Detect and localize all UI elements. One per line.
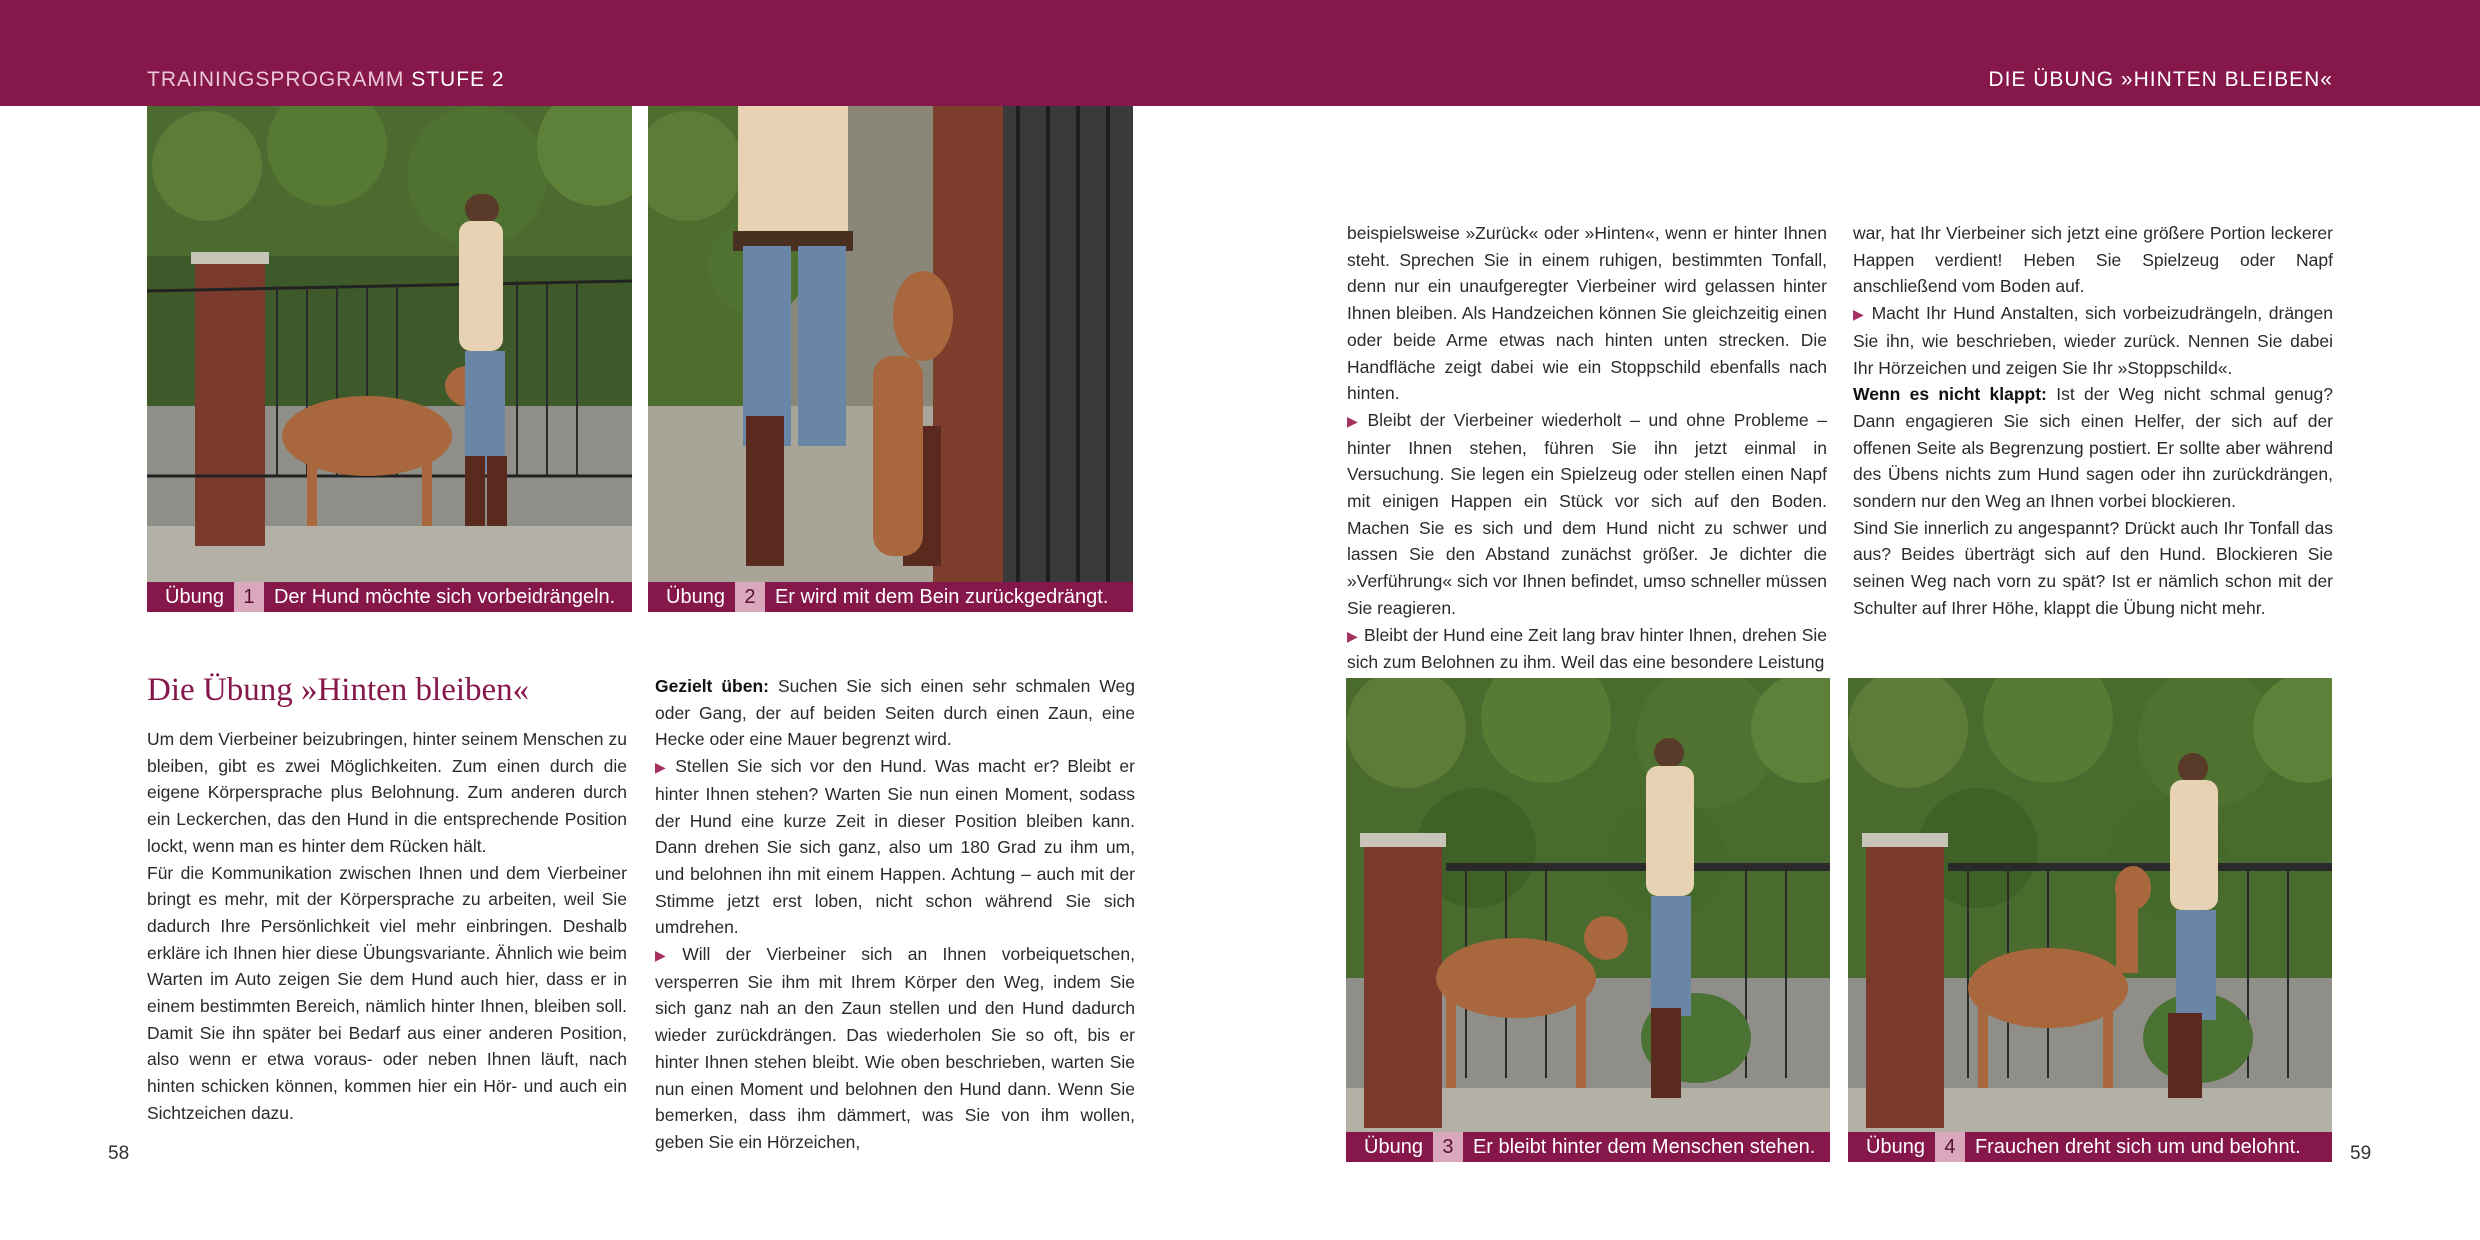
triangle-bullet-icon: ▶: [655, 947, 677, 964]
caption-number: 1: [234, 582, 264, 612]
paragraph: beispielsweise »Zurück« oder »Hinten«, wenn er hinter Ihnen steht. Sprechen Sie in einem ruhigen, bestimmten Tonfall, denn nur ein unaufgeregter Vierbeiner wird gelassen hinter Ihnen bleiben. Als Handzeichen können Sie gleichzeitig einen oder beide Arme etwas nach hinten unten strecken. Die Handfläche zeigt dabei wie ein Stoppschild ebenfalls nach hinten.: [1347, 223, 1827, 404]
triangle-bullet-icon: ▶: [1347, 627, 1358, 644]
right-column-2: [1853, 220, 2333, 622]
paragraph-text: Bleibt der Hund eine Zeit lang brav hinter Ihnen, drehen Sie sich zum Belohnen zu ihm. Weil das eine besondere Leistung: [1347, 624, 1827, 673]
running-header: [0, 0, 2480, 106]
caption-exercise-2: [648, 582, 1133, 612]
section-title: Die Übung »Hinten bleiben«: [147, 672, 530, 708]
caption-exercise-4: [1848, 1132, 2332, 1162]
photo-exercise-3: [1346, 678, 1830, 1132]
photo-exercise-1: [147, 106, 632, 582]
caption-label: Übung: [666, 585, 725, 608]
paragraph: Für die Kommunikation zwischen Ihnen und dem Vierbeiner bringt es mehr, mit der Körpersprache zu arbeiten, weil Sie dadurch Ihre Persönlichkeit viel mehr einbringen. Deshalb erkläre ich Ihnen hier diese Übungsvariante. Ähnlich wie beim Warten im Auto zeigen Sie dem Hund auch hier, dass er in einem bestimmten Bereich, nämlich hinter Ihnen, bleiben soll. Damit Sie ihn später bei Bedarf aus einer anderen Position, also wenn er etwa voraus- oder neben Ihnen läuft, nach hinten schicken können, kommen hier ein Hör- und auch ein Sichtzeichen dazu.: [147, 862, 627, 1123]
paragraph-text: Suchen Sie sich einen sehr schmalen Weg oder Gang, der auf beiden Seiten durch einen Zaun, eine Hecke oder eine Mauer begrenzt wird.: [655, 676, 1135, 750]
caption-exercise-3: [1346, 1132, 1830, 1162]
header-chapter-title: DIE ÜBUNG »HINTEN BLEIBEN«: [1988, 68, 2333, 91]
lead-in: Gezielt üben:: [655, 676, 769, 696]
header-stage: STUFE 2: [411, 68, 505, 91]
caption-label: Übung: [1866, 1135, 1925, 1158]
left-column-2: [655, 673, 1135, 1156]
caption-label: Übung: [165, 585, 224, 608]
paragraph-text: Bleibt der Vierbeiner wiederholt – und ohne Probleme – hinter Ihnen stehen, führen Sie ihn jetzt einmal in Versuchung. Sie legen ein Spielzeug oder stellen einen Napf mit einigen Happen ein Stück vor sich auf den Boden. Machen Sie es sich und dem Hund nicht zu schwer und lassen Sie den Abstand zunächst größer. Je dichter die »Verführung« sich vor Ihnen befindet, umso schneller müssen Sie reagieren.: [1347, 409, 1827, 618]
triangle-bullet-icon: ▶: [1347, 412, 1362, 429]
caption-number: 3: [1433, 1132, 1463, 1162]
caption-text: Frauchen dreht sich um und belohnt.: [1974, 1135, 2301, 1158]
right-column-1: [1347, 220, 1827, 676]
bullet-paragraph: [1853, 300, 2333, 381]
left-column-1: [147, 726, 627, 1127]
paragraph: [655, 673, 1135, 753]
header-section-label: TRAININGSPROGRAMM: [147, 68, 405, 91]
header-section: [147, 68, 505, 92]
page-number-right: 59: [2350, 1143, 2372, 1164]
photo-exercise-2: [648, 106, 1133, 582]
paragraph: Sind Sie innerlich zu angespannt? Drückt auch Ihr Tonfall das aus? Beides überträgt sich auf den Hund. Blockieren Sie seinen Weg nach vorn zu spät? Ist er nämlich schon mit der Schulter auf Ihrer Höhe, klappt die Übung nicht mehr.: [1853, 517, 2333, 618]
caption-exercise-1: [147, 582, 632, 612]
triangle-bullet-icon: ▶: [655, 759, 670, 776]
paragraph: Um dem Vierbeiner beizubringen, hinter seinem Menschen zu bleiben, gibt es zwei Möglichkeiten. Zum einen durch die eigene Körpersprache plus Belohnung. Zum anderen durch ein Leckerchen, das den Hund in die entsprechende Position lockt, wenn man es hinter dem Rücken hält.: [147, 729, 627, 856]
photo-exercise-4: [1848, 678, 2332, 1132]
paragraph: war, hat Ihr Vierbeiner sich jetzt eine größere Portion leckerer Happen verdient! Heben Sie Spielzeug oder Napf anschließend vom Boden auf.: [1853, 223, 2333, 297]
bullet-paragraph: [655, 941, 1135, 1156]
paragraph-text: Ist der Weg nicht schmal genug? Dann engagieren Sie sich einen Helfer, der sich auf der offenen Seite als Begrenzung postiert. Er sollte aber während des Übens nichts zum Hund sagen oder ihn zurückdrängen, sondern nur den Weg an Ihnen vorbei blockieren.: [1853, 384, 2333, 512]
caption-text: Er bleibt hinter dem Menschen stehen.: [1472, 1135, 1816, 1158]
bullet-paragraph: [1347, 407, 1827, 622]
caption-number: 4: [1935, 1132, 1965, 1162]
bullet-paragraph: [655, 753, 1135, 941]
paragraph-text: Macht Ihr Hund Anstalten, sich vorbeizudrängeln, drängen Sie ihn, wie beschrieben, wieder zurück. Nennen Sie dabei Ihr Hörzeichen und zeigen Sie Ihr »Stoppschild«.: [1853, 303, 2333, 378]
lead-in: Wenn es nicht klappt:: [1853, 384, 2047, 405]
triangle-bullet-icon: ▶: [1853, 306, 1866, 323]
paragraph: [1853, 381, 2333, 515]
page-number-left: 58: [108, 1143, 130, 1164]
paragraph-text: Stellen Sie sich vor den Hund. Was macht er? Bleibt er hinter Ihnen stehen? Warten Sie nun einen Moment, sodass der Hund eine kurze Zeit in dieser Position bleiben kann. Dann drehen Sie sich ganz, also um 180 Grad zu ihm um, und belohnen ihn mit einem Happen. Achtung – auch mit der Stimme jetzt erst loben, nicht schon während Sie sich umdrehen.: [655, 756, 1135, 938]
caption-label: Übung: [1364, 1135, 1423, 1158]
caption-text: Er wird mit dem Bein zurückgedrängt.: [774, 585, 1109, 608]
caption-number: 2: [735, 582, 765, 612]
bullet-paragraph: [1347, 622, 1827, 676]
paragraph-text: Will der Vierbeiner sich an Ihnen vorbeiquetschen, versperren Sie ihm mit Ihrem Körper den Weg, indem Sie sich ganz nah an den Zaun stellen und den Hund dadurch wieder zurückdrängen. Das wiederholen Sie so oft, bis er hinter Ihnen stehen bleibt. Wie oben beschrieben, warten Sie nun einen Moment und belohnen den Hund dann. Wenn Sie bemerken, dass ihm dämmert, was Sie von ihm wollen, geben Sie ein Hörzeichen,: [655, 944, 1135, 1152]
caption-text: Der Hund möchte sich vorbeidrängeln.: [273, 585, 616, 608]
